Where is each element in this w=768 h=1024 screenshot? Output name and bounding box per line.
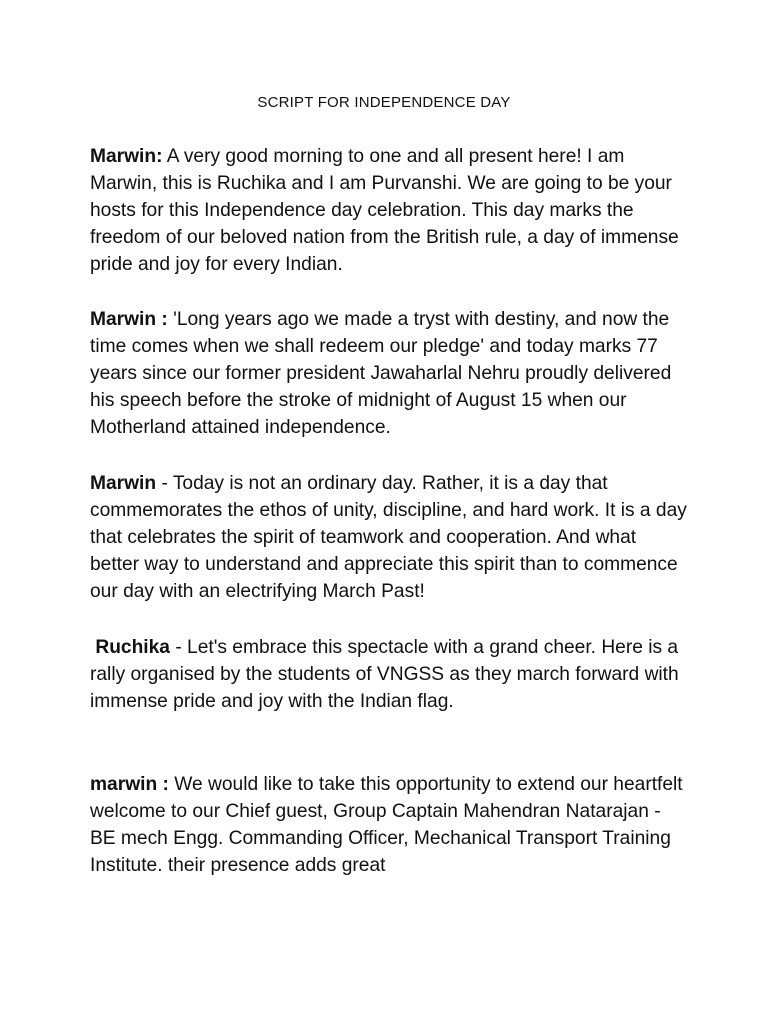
paragraph-text: 'Long years ago we made a tryst with destiny, and now the time comes when we shall redeem our pledge' and today marks 77 years since our former president Jawaharlal Nehru proudly delivered his speech before the stroke of midnight of August 15 when our Motherland attained independence. (90, 309, 672, 438)
script-paragraph (90, 771, 690, 879)
speaker-name: Ruchika (90, 637, 170, 658)
speaker-name: Marwin: (90, 146, 163, 167)
paragraph-text: - Let's embrace this spectacle with a grand cheer. Here is a rally organised by the students of VNGSS as they march forward with immense pride and joy with the Indian flag. (90, 637, 679, 712)
speaker-name: marwin : (90, 774, 169, 795)
paragraph-text: A very good morning to one and all present here! I am Marwin, this is Ruchika and I am Purvanshi. We are going to be your hosts for this Independence day celebration. This day marks the freedom of our beloved nation from the British rule, a day of immense pride and joy for every Indian. (90, 146, 679, 275)
speaker-name: Marwin : (90, 309, 168, 330)
script-paragraph (90, 634, 690, 715)
script-paragraph (90, 306, 690, 441)
paragraph-text: - Today is not an ordinary day. Rather, it is a day that commemorates the ethos of unity, discipline, and hard work. It is a day that celebrates the spirit of teamwork and cooperation. And what better way to understand and appreciate this spirit than to commence our day with an electrifying March Past! (90, 473, 687, 602)
paragraph-text: We would like to take this opportunity to extend our heartfelt welcome to our Chief guest, Group Captain Mahendran Natarajan - BE mech Engg. Commanding Officer, Mechanical Transport Training Institute. their presence adds great (90, 774, 683, 876)
script-paragraph (90, 143, 690, 278)
document-title: SCRIPT FOR INDEPENDENCE DAY (257, 94, 511, 111)
speaker-name: Marwin (90, 473, 157, 494)
script-paragraph (90, 470, 690, 605)
